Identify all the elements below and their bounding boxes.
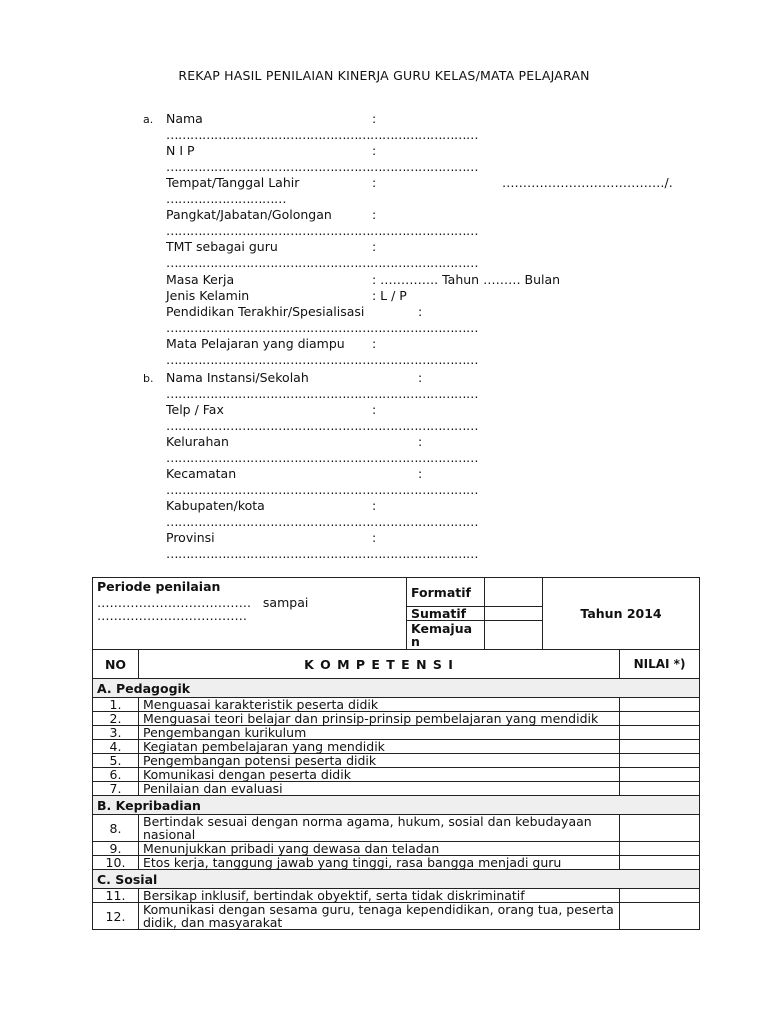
tahun-cell: Tahun 2014 xyxy=(543,578,700,650)
competency-text: Bertindak sesuai dengan norma agama, hukum, sosial dan kebudayaan nasional xyxy=(139,815,620,842)
competency-text: Komunikasi dengan sesama guru, tenaga kependidikan, orang tua, peserta didik, dan masyarakat xyxy=(139,903,620,930)
table-row xyxy=(93,740,700,754)
nilai-input[interactable] xyxy=(620,754,700,768)
competency-text: Penilaian dan evaluasi xyxy=(139,782,620,796)
field-telp: Telp / Fax : xyxy=(166,402,377,417)
nilai-input[interactable] xyxy=(620,856,700,870)
field-jenis-kelamin: Jenis Kelamin : L / P xyxy=(166,288,407,303)
field-tmt-dots: …………………………………………………………………… xyxy=(166,255,478,270)
formatif-label: Formatif xyxy=(407,578,485,607)
field-kelurahan: Kelurahan : xyxy=(166,434,423,449)
field-instansi-dots: …………………………………………………………………… xyxy=(166,386,478,401)
section-heading: C. Sosial xyxy=(93,870,700,889)
field-kecamatan-dots: …………………………………………………………………… xyxy=(166,482,478,497)
field-kabupaten: Kabupaten/kota : xyxy=(166,498,377,513)
field-pendidikan: Pendidikan Terakhir/Spesialisasi : xyxy=(166,304,423,319)
competency-text: Komunikasi dengan peserta didik xyxy=(139,768,620,782)
nilai-input[interactable] xyxy=(620,712,700,726)
row-number: 6. xyxy=(93,768,139,782)
periode-label: Periode penilaian xyxy=(97,579,221,594)
field-ttl: Tempat/Tanggal Lahir : …………………………………/. xyxy=(166,175,673,190)
nilai-input[interactable] xyxy=(620,903,700,930)
field-mapel: Mata Pelajaran yang diampu : xyxy=(166,336,377,351)
field-masa-kerja: Masa Kerja : ………….. Tahun ……… Bulan xyxy=(166,272,561,287)
field-kecamatan: Kecamatan : xyxy=(166,466,423,481)
row-number: 3. xyxy=(93,726,139,740)
table-row xyxy=(93,782,700,796)
table-row xyxy=(93,889,700,903)
formatif-box[interactable] xyxy=(485,578,543,607)
row-number: 8. xyxy=(93,815,139,842)
nilai-input[interactable] xyxy=(620,815,700,842)
periode-start-dots: ………………………………. xyxy=(97,595,251,610)
row-number: 2. xyxy=(93,712,139,726)
table-row xyxy=(93,856,700,870)
table-row xyxy=(93,842,700,856)
row-number: 12. xyxy=(93,903,139,930)
row-number: 7. xyxy=(93,782,139,796)
sumatif-label: Sumatif xyxy=(407,607,485,621)
row-number: 1. xyxy=(93,698,139,712)
competency-text: Etos kerja, tanggung jawab yang tinggi, rasa bangga menjadi guru xyxy=(139,856,620,870)
field-provinsi: Provinsi : xyxy=(166,530,377,545)
nilai-input[interactable] xyxy=(620,740,700,754)
nilai-input[interactable] xyxy=(620,698,700,712)
competency-text: Pengembangan potensi peserta didik xyxy=(139,754,620,768)
field-tmt: TMT sebagai guru : xyxy=(166,239,377,254)
table-row xyxy=(93,726,700,740)
nilai-input[interactable] xyxy=(620,726,700,740)
field-mapel-dots: …………………………………………………………………… xyxy=(166,352,478,367)
competency-text: Bersikap inklusif, bertindak obyektif, serta tidak diskriminatif xyxy=(139,889,620,903)
nilai-input[interactable] xyxy=(620,889,700,903)
page-title: REKAP HASIL PENILAIAN KINERJA GURU KELAS/MATA PELAJARAN xyxy=(178,68,590,83)
table-row xyxy=(93,712,700,726)
section-heading: B. Kepribadian xyxy=(93,796,700,815)
field-pangkat-dots: …………………………………………………………………… xyxy=(166,223,478,238)
section-heading: A. Pedagogik xyxy=(93,679,700,698)
competency-text: Pengembangan kurikulum xyxy=(139,726,620,740)
table-row xyxy=(93,754,700,768)
field-provinsi-dots: …………………………………………………………………… xyxy=(166,546,478,561)
nilai-input[interactable] xyxy=(620,782,700,796)
competency-text: Kegiatan pembelajaran yang mendidik xyxy=(139,740,620,754)
section-a-marker: a. xyxy=(143,113,154,126)
row-number: 11. xyxy=(93,889,139,903)
header-no: NO xyxy=(93,650,139,679)
competency-text: Menguasai teori belajar dan prinsip-prinsip pembelajaran yang mendidik xyxy=(139,712,620,726)
kemajuan-label: Kemajuan xyxy=(407,621,485,650)
field-ttl-dots: ………………………… xyxy=(166,191,286,206)
competency-text: Menguasai karakteristik peserta didik xyxy=(139,698,620,712)
field-nama-dots: …………………………………………………………………… xyxy=(166,127,478,142)
row-number: 4. xyxy=(93,740,139,754)
sumatif-box[interactable] xyxy=(485,607,543,621)
field-kelurahan-dots: …………………………………………………………………… xyxy=(166,450,478,465)
field-nip-dots: …………………………………………………………………… xyxy=(166,159,478,174)
field-kabupaten-dots: …………………………………………………………………… xyxy=(166,514,478,529)
field-nama: Nama : xyxy=(166,111,377,126)
table-row xyxy=(93,903,700,930)
field-nip: N I P : xyxy=(166,143,377,158)
header-kompetensi: K O M P E T E N S I xyxy=(139,650,620,679)
field-pendidikan-dots: …………………………………………………………………… xyxy=(166,320,478,335)
nilai-input[interactable] xyxy=(620,768,700,782)
row-number: 10. xyxy=(93,856,139,870)
competency-text: Menunjukkan pribadi yang dewasa dan teladan xyxy=(139,842,620,856)
periode-end-dots: ……………………………… xyxy=(97,608,247,623)
table-row xyxy=(93,768,700,782)
nilai-input[interactable] xyxy=(620,842,700,856)
periode-sampai: sampai xyxy=(262,595,309,610)
field-pangkat: Pangkat/Jabatan/Golongan : xyxy=(166,207,377,222)
assessment-table xyxy=(92,577,700,930)
section-b-marker: b. xyxy=(143,372,154,385)
periode-cell xyxy=(93,578,407,650)
row-number: 9. xyxy=(93,842,139,856)
kemajuan-box[interactable] xyxy=(485,621,543,650)
field-instansi: Nama Instansi/Sekolah : xyxy=(166,370,423,385)
field-telp-dots: …………………………………………………………………… xyxy=(166,418,478,433)
table-row xyxy=(93,698,700,712)
row-number: 5. xyxy=(93,754,139,768)
header-nilai: NILAI *) xyxy=(620,650,700,679)
table-row xyxy=(93,815,700,842)
